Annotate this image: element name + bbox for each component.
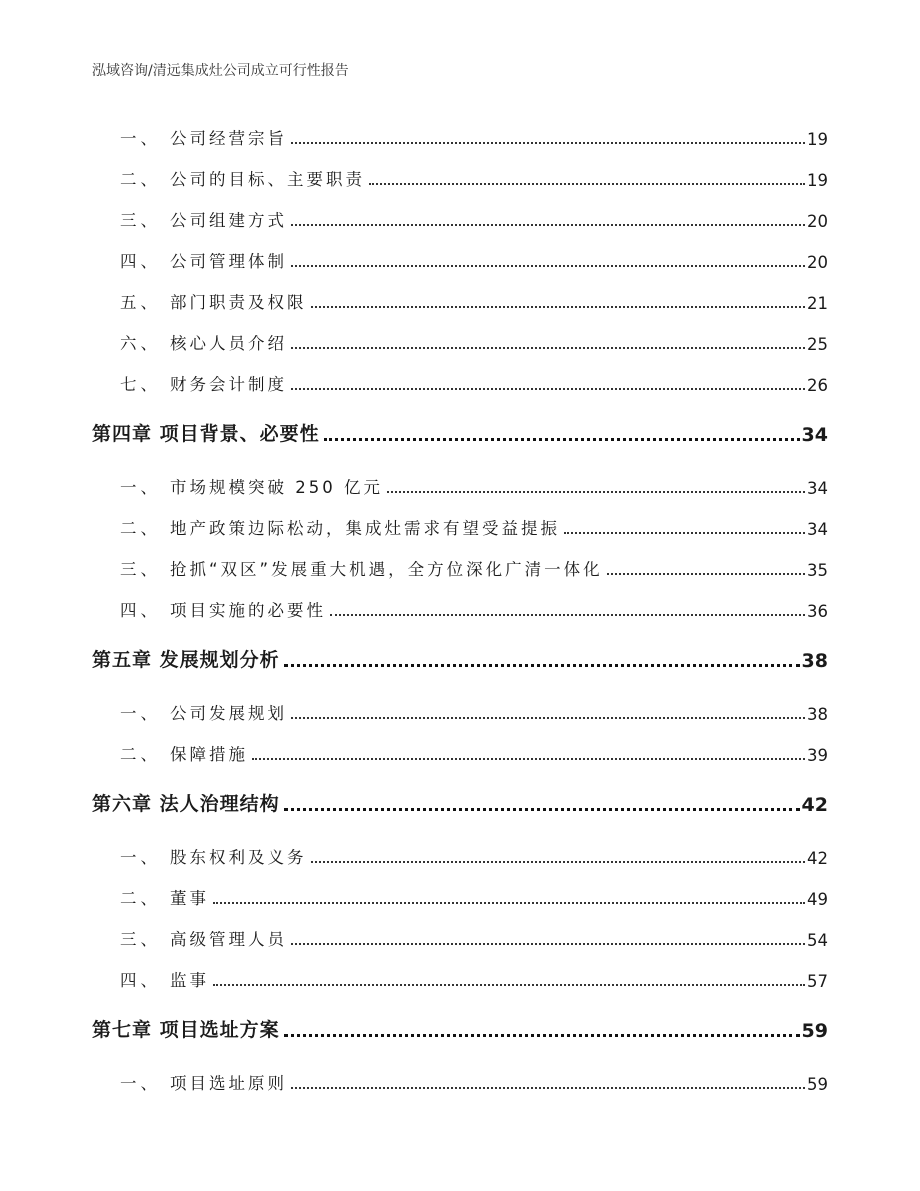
toc-entry-number: 二、 [120,170,161,189]
toc-page-number: 25 [807,335,828,354]
toc-entry-number: 一、 [120,129,161,148]
toc-entry-title: 保障措施 [170,745,248,764]
toc-dot-leader [311,860,806,863]
toc-entry-title: 股东权利及义务 [170,848,307,867]
toc-entry-number: 四、 [120,601,161,620]
running-header [92,60,828,80]
toc-entry-title: 董事 [170,889,209,908]
toc-entry-title: 第七章 项目选址方案 [92,1019,280,1041]
toc-entry-title: 公司的目标、主要职责 [170,170,365,189]
toc-page-number: 57 [807,972,828,991]
toc-section-entry[interactable] [92,121,828,149]
toc-entry-number: 一、 [120,704,161,723]
toc-section-entry[interactable] [92,326,828,354]
toc-entry-title: 项目选址原则 [170,1074,287,1093]
toc-dot-leader [330,613,805,616]
toc-entry-title: 第六章 法人治理结构 [92,793,280,815]
toc-page-number: 26 [807,376,828,395]
toc-page-number: 36 [807,602,828,621]
toc-entry-number: 一、 [120,848,161,867]
toc-dot-leader [284,663,800,667]
toc-dot-leader [213,983,805,986]
toc-page-number: 20 [807,253,828,272]
toc-entry-title: 第五章 发展规划分析 [92,649,280,671]
toc-page-number: 35 [807,561,828,580]
toc-dot-leader [291,346,805,349]
toc-entry-title: 第四章 项目背景、必要性 [92,423,320,445]
toc-entry-number: 五、 [120,293,161,312]
toc-entry-number: 三、 [120,930,161,949]
running-header-text: 泓域咨询/清远集成灶公司成立可行性报告 [92,63,349,79]
toc-entry-title: 项目实施的必要性 [170,601,326,620]
toc-section-entry[interactable] [92,285,828,313]
toc-dot-leader [284,1033,800,1037]
toc-entry-number: 一、 [120,478,161,497]
toc-entry-title: 核心人员介绍 [170,334,287,353]
toc-entry-title: 公司经营宗旨 [170,129,287,148]
toc-entry-title: 公司管理体制 [170,252,287,271]
toc-chapter-entry[interactable] [92,1014,828,1042]
toc-dot-leader [369,182,805,185]
toc-section-entry[interactable] [92,511,828,539]
toc-dot-leader [607,572,805,575]
toc-page-number: 20 [807,212,828,231]
toc-page-number: 59 [801,1020,828,1042]
toc-dot-leader [291,716,805,719]
toc-entry-number: 二、 [120,519,161,538]
toc-section-entry[interactable] [92,593,828,621]
toc-entry-number: 三、 [120,211,161,230]
toc-page-number: 59 [807,1075,828,1094]
toc-chapter-entry[interactable] [92,418,828,446]
toc-dot-leader [311,305,806,308]
toc-entry-number: 七、 [120,375,161,394]
toc-entry-number: 二、 [120,745,161,764]
toc-section-entry[interactable] [92,470,828,498]
toc-section-entry[interactable] [92,881,828,909]
toc-dot-leader [324,437,800,441]
toc-section-entry[interactable] [92,696,828,724]
toc-entry-number: 六、 [120,334,161,353]
toc-page-number: 21 [807,294,828,313]
toc-section-entry[interactable] [92,1066,828,1094]
toc-section-entry[interactable] [92,963,828,991]
toc-page-number: 38 [801,650,828,672]
toc-dot-leader [291,1086,805,1089]
toc-entry-title: 部门职责及权限 [170,293,307,312]
toc-entry-title: 财务会计制度 [170,375,287,394]
toc-chapter-entry[interactable] [92,644,828,672]
toc-section-entry[interactable] [92,203,828,231]
toc-page-number: 19 [807,171,828,190]
toc-section-entry[interactable] [92,244,828,272]
toc-entry-title: 高级管理人员 [170,930,287,949]
toc-entry-title: 地产政策边际松动，集成灶需求有望受益提振 [170,519,560,538]
toc-entry-number: 三、 [120,560,161,579]
toc-dot-leader [252,757,805,760]
toc-dot-leader [291,223,805,226]
toc-page-number: 54 [807,931,828,950]
toc-entry-title: 公司发展规划 [170,704,287,723]
toc-dot-leader [564,531,805,534]
toc-dot-leader [291,264,805,267]
toc-dot-leader [291,942,805,945]
toc-entry-title: 抢抓“双区”发展重大机遇，全方位深化广清一体化 [170,560,603,579]
toc-page-number: 49 [807,890,828,909]
toc-entry-title: 公司组建方式 [170,211,287,230]
toc-page-number: 42 [807,849,828,868]
toc-page-number: 34 [801,424,828,446]
toc-section-entry[interactable] [92,840,828,868]
toc-dot-leader [387,490,805,493]
toc-section-entry[interactable] [92,162,828,190]
toc-section-entry[interactable] [92,737,828,765]
toc-entry-number: 一、 [120,1074,161,1093]
toc-dot-leader [291,141,805,144]
toc-page-number: 34 [807,479,828,498]
toc-dot-leader [284,807,800,811]
toc-entry-number: 二、 [120,889,161,908]
toc-entry-number: 四、 [120,252,161,271]
toc-entry-title: 监事 [170,971,209,990]
toc-page-number: 38 [807,705,828,724]
toc-page-number: 34 [807,520,828,539]
toc-section-entry[interactable] [92,367,828,395]
toc-entry-title: 市场规模突破 250 亿元 [170,478,383,497]
toc-page-number: 39 [807,746,828,765]
toc-entry-number: 四、 [120,971,161,990]
toc-dot-leader [291,387,805,390]
toc-page-number: 19 [807,130,828,149]
toc-dot-leader [213,901,805,904]
toc-section-entry[interactable] [92,552,828,580]
toc-page-number: 42 [801,794,828,816]
toc-chapter-entry[interactable] [92,788,828,816]
toc-section-entry[interactable] [92,922,828,950]
